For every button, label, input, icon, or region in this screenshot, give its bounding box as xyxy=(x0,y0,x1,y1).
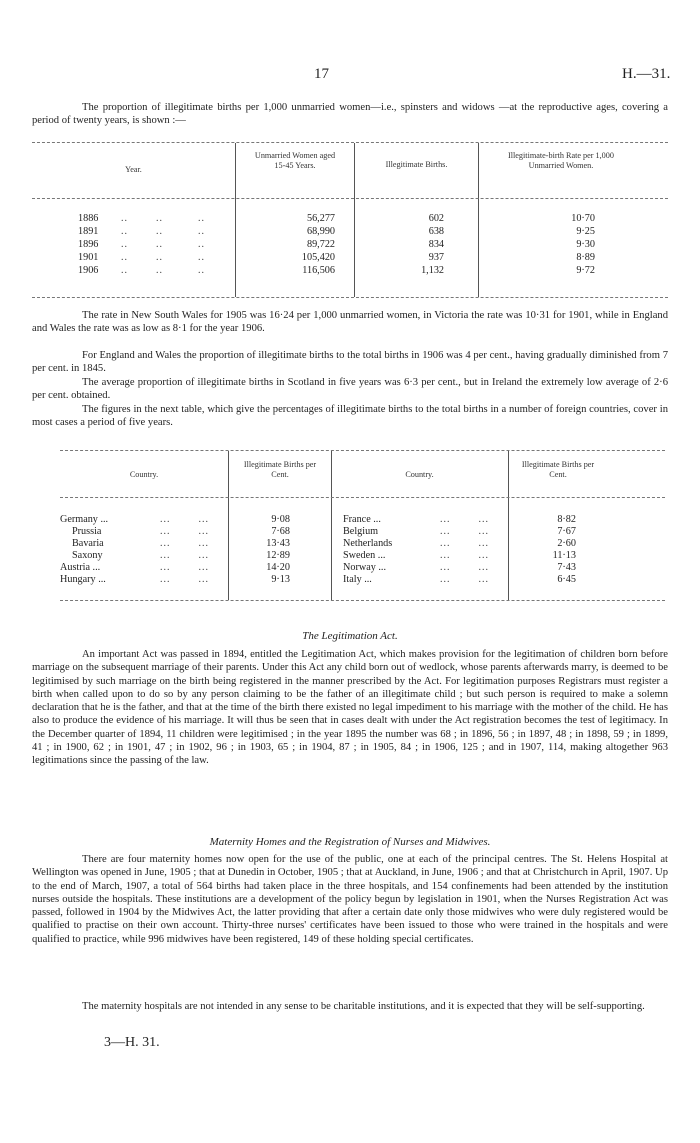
cell-year: 1886 xyxy=(78,213,99,224)
cell-unmarried-women: 105,420 xyxy=(301,252,335,263)
cell-country: Belgium xyxy=(343,526,379,537)
cell-unmarried-women: 68,990 xyxy=(306,226,335,237)
cell-country: Sweden ... xyxy=(343,550,386,561)
table-rule xyxy=(32,297,668,298)
cell-unmarried-women: 89,722 xyxy=(306,239,335,250)
cell-birth-rate: 9·72 xyxy=(576,265,595,276)
column-header-illegitimate-births: Illegitimate Births. xyxy=(385,160,448,169)
cell-percent: 14·20 xyxy=(266,562,290,573)
section-title-maternity: Maternity Homes and the Registration of Nurses and Midwives. xyxy=(209,836,491,848)
cell-country: Netherlands xyxy=(343,538,393,549)
column-header-country: Country. xyxy=(129,470,159,479)
intro-paragraph: The proportion of illegitimate births per 1,000 unmarried women—i.e., spinsters and widows —at the reproductive ages, covering a period of twenty years, is shown :— xyxy=(32,102,668,127)
column-header-birth-rate: Illegitimate-birth Rate per 1,000 Unmarried Women. xyxy=(508,151,614,170)
cell-country: France ... xyxy=(343,514,381,525)
cell-percent: 7·67 xyxy=(557,526,576,537)
table-rule xyxy=(32,142,668,143)
cell-percent: 7·43 xyxy=(557,562,576,573)
paragraph-scotland-ireland: The average proportion of illegitimate births in Scotland in five years was 6·3 per cent., but in Ireland the extremely low average of 2·6 per cent. obtained. xyxy=(32,377,668,402)
cell-illegitimate-births: 937 xyxy=(428,252,444,263)
column-header-percent: Illegitimate Births per Cent. xyxy=(521,460,595,479)
document-page: 17 H.—31. The proportion of illegitimate births per 1,000 unmarried women—i.e., spinsters and widows —at the reproductive ages, covering a period of twenty years, is shown :— Year. Unmarried Women aged 15-45 Years. Illegitimate Births. Illegitimate-birth Rate per 1,000 Unmarried Women. 1886 .. .. .. 56,277 602 10·70 1891 .. .. .. 68,990 638 9·25 1896 .. .. .. 89,722 834 9·30 1901 .. .. .. 105,420 937 8·89 1906 .. .. .. 116,506 1,132 9·72 The rate in New South Wales for 1905 was 16·24 per 1,000 unmarried women, in Victoria the rate was 10·31 for 1901, while in England and Wales the rate was as low as 8·1 for the year 1906. For England and Wales the proportion of illegitimate births to the total births in 1906 was 4 per cent., having gradually diminished from 7 per cent. in 1845. The average proportion of illegitimate births in Scotland in five years was 6·3 per cent., but in Ireland the extremely low average of 2·6 per cent. obtained. The figures in the next table, which give the percentages of illegitimate births to the total births in a number of foreign countries, cover in most cases a period of five years. Country. Illegitimate Births per Cent. Country. Illegitimate Births per Cent. Germany ... ... ... 9·08 Prussia ... ... 7·68 Bavaria ... ... 13·43 Saxony ... ... 12·89 Austria ... ... ... 14·20 Hungary ... ... ... 9·13 France ... ... ... 8·82 Belgium ... ... 7·67 Netherlands ... ... 2·60 Sweden ... ... ... 11·13 Norway ... ... ... 7·43 Italy ... ... ... 6·45 The Legitimation Act. An important Act was passed in 1894, entitled the Legitimation Act, which makes provision for the legitimation of children born before marriage on the subsequent marriage of their parents. Under this Act any child born out of wedlock, whose parents afterwards marry, is deemed to be legitimised by such marriage on the birth being registered in the manner prescribed by the Act. For legitimation purposes Registrars must register a birth when called upon to do so by any person claiming to be the father of an illegitimate child ; but such person is required to make a solemn declaration that he is the father, and that at the time of the birth there existed no legal impediment to his marriage with the mother of the child. He has also to produce the evidence of his marriage. It will thus be seen that in cases dealt with under the Act registration becomes the test of legitimacy. In the December quarter of 1894, 11 children were legitimised ; in the year 1895 the number was 68 ; in 1896, 56 ; in 1897, 48 ; in 1898, 59 ; in 1899, 41 ; in 1900, 62 ; in 1901, 47 ; in 1902, 96 ; in 1903, 65 ; in 1904, 87 ; in 1905, 84 ; in 1906, 125 ; and in 1907, 114, making altogether 963 legitimations since the passing of the law. Maternity Homes and the Registration of Nurses and Midwives. There are four maternity homes now open for the use of the public, one at each of the principal centres. The St. Helens Hospital at Wellington was opened in June, 1905 ; that at Dunedin in October, 1905 ; that at Auckland, in June, 1906 ; and that at Christchurch in April, 1907. Up to the end of March, 1907, a total of 564 births had taken place in the three hospitals, and 154 confinements had been attended by the institution nurses outside the hospitals. These institutions are a development of the policy begun by legislation in 1901, when the Nurses Registration Act was passed, followed in 1904 by the Midwives Act, the latter providing that after a certain date only those midwives who were duly registered would be qualified to practise on their own account. Thirty-three nurses' certificates have been issued to those who were trained in the hospitals and were qualified to practice, while 996 midwives have been registered, 149 of these holding special certificates. The maternity hospitals are not intended in any sense to be charitable institutions, and it is expected that they will be self-supporting. 3—H. 31. xyxy=(32,66,671,1050)
cell-percent: 8·82 xyxy=(557,514,576,525)
cell-country: Hungary ... xyxy=(60,574,106,585)
table-divider xyxy=(228,451,229,600)
cell-illegitimate-births: 602 xyxy=(428,213,444,224)
table-rule xyxy=(60,450,665,451)
cell-country: Austria ... xyxy=(60,562,101,573)
paragraph-nsw-rate: The rate in New South Wales for 1905 was 16·24 per 1,000 unmarried women, in Victoria the rate was 10·31 for 1901, while in England and Wales the rate was as low as 8·1 for the year 1906. xyxy=(32,310,668,335)
cell-percent: 7·68 xyxy=(271,526,290,537)
column-header-country: Country. xyxy=(405,470,434,479)
column-header-year: Year. xyxy=(125,165,142,174)
cell-country: Prussia xyxy=(72,526,102,537)
cell-percent: 9·08 xyxy=(271,514,290,525)
cell-percent: 6·45 xyxy=(557,574,576,585)
cell-birth-rate: 10·70 xyxy=(571,213,595,224)
cell-percent: 13·43 xyxy=(266,538,290,549)
report-reference: H.—31. xyxy=(622,66,671,82)
cell-country: Bavaria xyxy=(72,538,104,549)
paragraph-england-proportion: For England and Wales the proportion of illegitimate births to the total births in 1906 was 4 per cent., having gradually diminished from 7 per cent. in 1845. xyxy=(32,350,668,375)
cell-illegitimate-births: 1,132 xyxy=(421,265,444,276)
cell-year: 1896 xyxy=(78,239,99,250)
legitimation-paragraph: An important Act was passed in 1894, entitled the Legitimation Act, which makes provision for the legitimation of children born before marriage on the subsequent marriage of their parents. Under this Act any child born out of wedlock, whose parents afterwards marry, is deemed to be legitimised by such marriage on the birth being registered in the manner prescribed by the Act. For legitimation purposes Registrars must register a birth when called upon to do so by any person claiming to be the father of an illegitimate child ; but such person is required to make a solemn declaration that he is the father, and that at the time of the birth there existed no legal impediment to his marriage with the mother of the child. He has also to produce the evidence of his marriage. It will thus be seen that in cases dealt with under the Act registration becomes the test of legitimacy. In the December quarter of 1894, 11 children were legitimised ; in the year 1895 the number was 68 ; in 1896, 56 ; in 1897, 48 ; in 1898, 59 ; in 1899, 41 ; in 1900, 62 ; in 1901, 47 ; in 1902, 96 ; in 1903, 65 ; in 1904, 87 ; in 1905, 84 ; in 1906, 125 ; and in 1907, 114, making altogether 963 legitimations since the passing of the law. xyxy=(32,649,668,767)
cell-year: 1901 xyxy=(78,252,99,263)
cell-country: Italy ... xyxy=(343,574,372,585)
cell-birth-rate: 9·30 xyxy=(576,239,595,250)
cell-country: Saxony xyxy=(72,550,103,561)
page-number: 17 xyxy=(314,66,329,82)
cell-birth-rate: 8·89 xyxy=(576,252,595,263)
cell-percent: 9·13 xyxy=(271,574,290,585)
cell-year: 1891 xyxy=(78,226,99,237)
table-rule xyxy=(60,497,665,498)
cell-illegitimate-births: 834 xyxy=(428,239,444,250)
column-header-unmarried-women: Unmarried Women aged 15-45 Years. xyxy=(254,151,336,170)
column-header-percent: Illegitimate Births per Cent. xyxy=(243,460,317,479)
cell-percent: 12·89 xyxy=(266,550,290,561)
footer-signature: 3—H. 31. xyxy=(104,1035,160,1050)
table-divider xyxy=(235,143,236,297)
table-divider xyxy=(478,143,479,297)
section-title-legitimation: The Legitimation Act. xyxy=(302,630,398,642)
paragraph-foreign-intro: The figures in the next table, which give the percentages of illegitimate births to the total births in a number of foreign countries, cover in most cases a period of five years. xyxy=(32,404,668,429)
cell-illegitimate-births: 638 xyxy=(428,226,444,237)
maternity-closing-paragraph: The maternity hospitals are not intended in any sense to be charitable institutions, and it is expected that they will be self-supporting. xyxy=(82,1001,645,1012)
cell-percent: 11·13 xyxy=(552,550,576,561)
cell-country: Germany ... xyxy=(60,514,109,525)
table-divider xyxy=(508,451,509,600)
cell-year: 1906 xyxy=(78,265,99,276)
table-rule xyxy=(32,198,668,199)
cell-unmarried-women: 116,506 xyxy=(302,265,335,276)
table-rule xyxy=(60,600,665,601)
maternity-paragraph: There are four maternity homes now open for the use of the public, one at each of the principal centres. The St. Helens Hospital at Wellington was opened in June, 1905 ; that at Dunedin in October, 1905 ; that at Auckland, in June, 1906 ; and that at Christchurch in April, 1907. Up to the end of March, 1907, a total of 564 births had taken place in the three hospitals, and 154 confinements had been attended by the institution nurses outside the hospitals. These institutions are a development of the policy begun by legislation in 1901, when the Nurses Registration Act was passed, followed in 1904 by the Midwives Act, the latter providing that after a certain date only those midwives who were duly registered would be qualified to practise on their own account. Thirty-three nurses' certificates have been issued to those who were trained in the hospitals and were qualified to practice, while 996 midwives have been registered, 149 of these holding special certificates. xyxy=(32,854,668,945)
cell-percent: 2·60 xyxy=(557,538,576,549)
cell-unmarried-women: 56,277 xyxy=(306,213,335,224)
cell-country: Norway ... xyxy=(343,562,387,573)
cell-birth-rate: 9·25 xyxy=(576,226,595,237)
